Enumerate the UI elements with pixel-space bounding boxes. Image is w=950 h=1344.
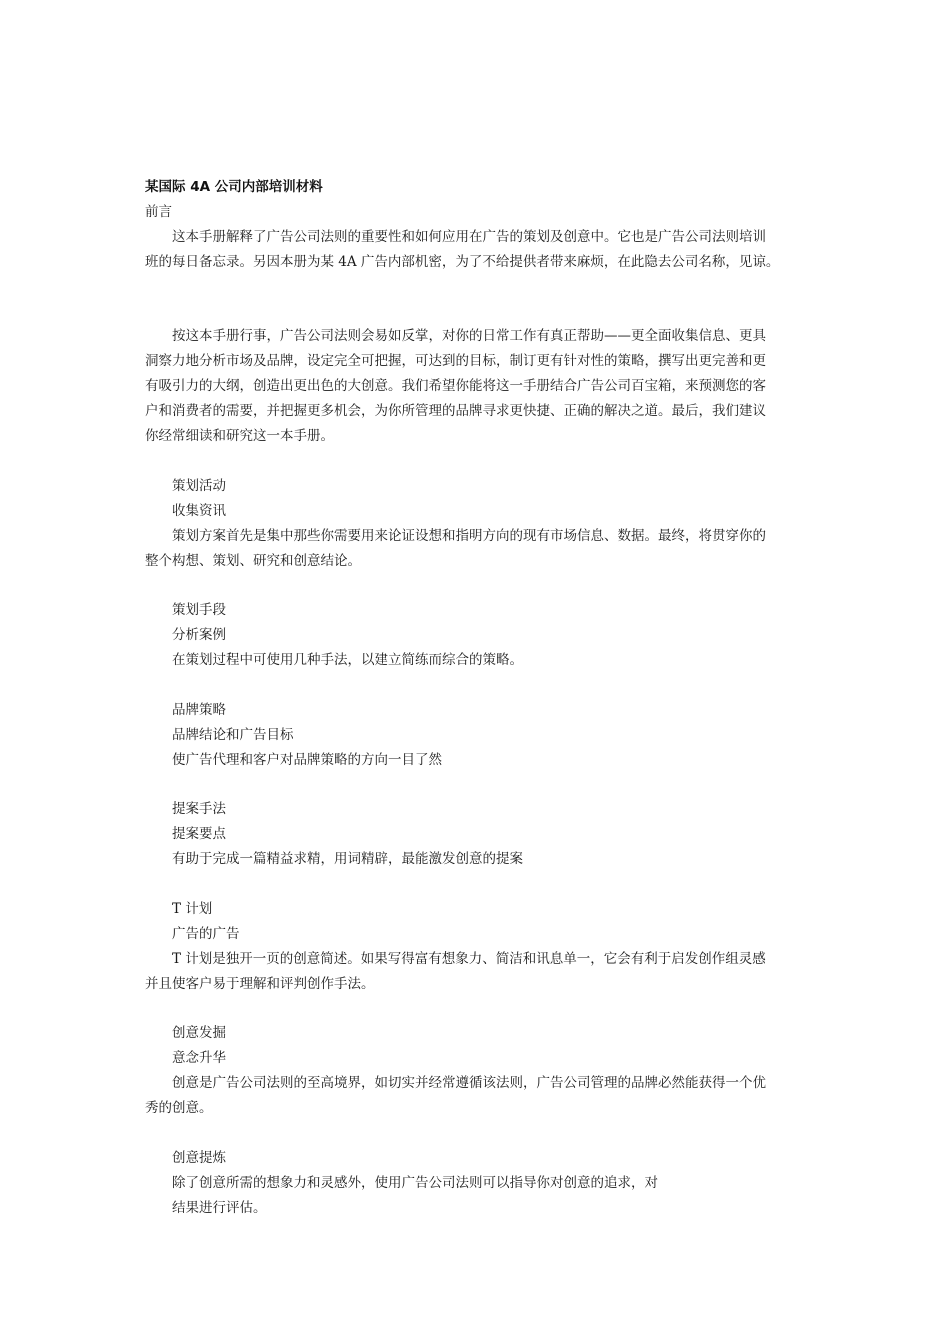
section-body-line: 秀的创意。 [145,1100,213,1116]
section-heading: 创意提炼 [172,1150,226,1166]
section-subheading: 广告的广告 [172,926,240,942]
section-body-line: T 计划是独开一页的创意简述。如果写得富有想象力、简洁和讯息单一，它会有利于启发创作组灵感 [172,951,766,967]
section-body-line: 并且使客户易于理解和评判创作手法。 [145,976,375,992]
section-subheading: 收集资讯 [172,503,226,519]
section-subheading: 分析案例 [172,627,226,643]
section-heading: 品牌策略 [172,702,226,718]
section-heading: T 计划 [172,901,213,917]
section-body-line: 整个构想、策划、研究和创意结论。 [145,553,361,569]
section-body-line: 创意是广告公司法则的至高境界，如切实并经常遵循该法则，广告公司管理的品牌必然能获得一个优 [172,1075,766,1091]
section-heading: 策划活动 [172,478,226,494]
section-subheading: 品牌结论和广告目标 [172,727,294,743]
intro-line: 这本手册解释了广告公司法则的重要性和如何应用在广告的策划及创意中。它也是广告公司法则培训 [172,229,766,245]
section-body-line: 除了创意所需的想象力和灵感外，使用广告公司法则可以指导你对创意的追求，对 [172,1175,658,1191]
preface-heading: 前言 [145,204,172,220]
purpose-line: 有吸引力的大纲，创造出更出色的大创意。我们希望你能将这一手册结合广告公司百宝箱，来预测您的客 [145,378,766,394]
section-body-line: 结果进行评估。 [172,1200,267,1216]
section-body-line: 策划方案首先是集中那些你需要用来论证设想和指明方向的现有市场信息、数据。最终，将贯穿你的 [172,528,766,544]
section-body-line: 有助于完成一篇精益求精，用词精辟，最能激发创意的提案 [172,851,523,867]
section-body-line: 在策划过程中可使用几种手法，以建立简练而综合的策略。 [172,652,523,668]
section-heading: 策划手段 [172,602,226,618]
document-title: 某国际 4A 公司内部培训材料 [145,179,323,195]
purpose-line: 洞察力地分析市场及品牌，设定完全可把握，可达到的目标，制订更有针对性的策略，撰写出更完善和更 [145,353,766,369]
purpose-line: 按这本手册行事，广告公司法则会易如反掌，对你的日常工作有真正帮助——更全面收集信息、更具 [172,328,766,344]
section-heading: 创意发掘 [172,1025,226,1041]
section-subheading: 意念升华 [172,1050,226,1066]
section-heading: 提案手法 [172,801,226,817]
section-subheading: 提案要点 [172,826,226,842]
purpose-line: 你经常细读和研究这一本手册。 [145,428,334,444]
purpose-line: 户和消费者的需要，并把握更多机会，为你所管理的品牌寻求更快捷、正确的解决之道。最后，我们建议 [145,403,766,419]
section-body-line: 使广告代理和客户对品牌策略的方向一目了然 [172,752,442,768]
intro-line: 班的每日备忘录。另因本册为某 4A 广告内部机密，为了不给提供者带来麻烦，在此隐去公司名称，见谅。 [145,254,780,270]
